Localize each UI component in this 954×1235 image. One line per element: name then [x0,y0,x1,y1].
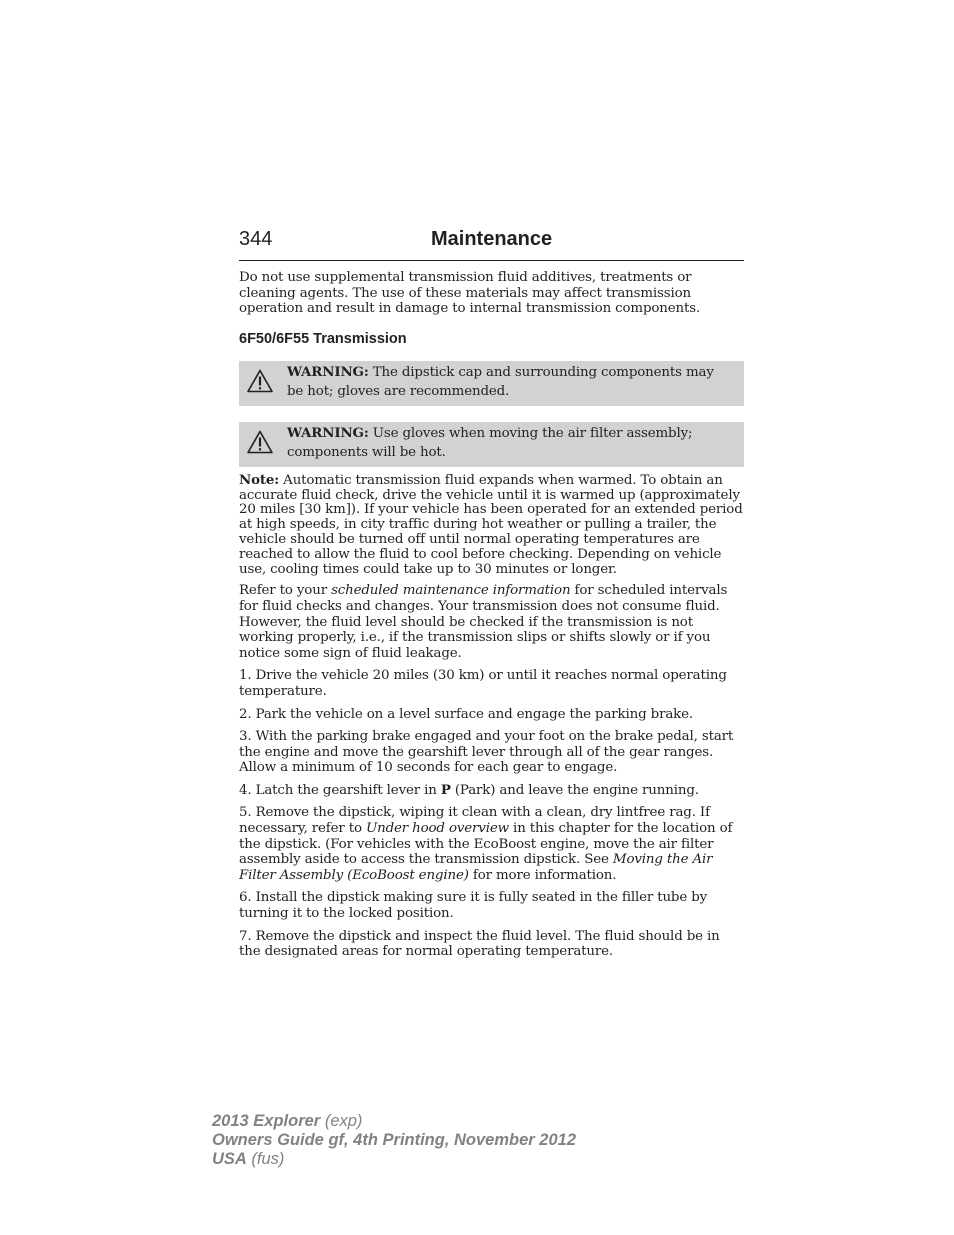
warning-text-1 [287,363,734,401]
step-7: 7. Remove the dipstick and inspect the fluid level. The fluid should be in the designated areas for normal operating temperature. [239,928,720,960]
warning-box-2 [239,422,744,467]
intro-paragraph: Do not use supplemental transmission fluid additives, treatments or cleaning agents. The use of these materials may affect transmission operation and result in damage to internal transmission components. [239,270,701,317]
refer-text: Refer to your [239,583,332,599]
warning-label: WARNING: [287,363,369,380]
refer-paragraph [239,583,744,661]
step-6: 6. Install the dipstick making sure it is fully seated in the filler tube by turning it to the locked position. [239,890,708,922]
step-text: 5. Remove the dipstick, wiping it clean with a clean, dry lintfree rag. If necessary, refer to [239,805,710,837]
warning-triangle-icon [247,430,273,454]
warning-box-1 [239,361,744,406]
warning-label: WARNING: [287,424,369,441]
step-text: (Park) and leave the engine running. [450,782,699,798]
warning-triangle-icon [247,369,273,393]
refer-text: for scheduled intervals for fluid checks and changes. Your transmission does not consume fluid. However, the fluid level should be checked if the transmission is not working properly, i.e., if the transmission slips or shifts slowly or if you notice some sign of fluid leakage. [239,583,728,661]
footer-model: 2013 Explorer [212,1112,321,1130]
step-2: 2. Park the vehicle on a level surface and engage the parking brake. [239,706,694,722]
step-4 [239,783,744,799]
page-footer [212,1112,576,1169]
scheduled-maintenance-reference: scheduled maintenance information [331,583,571,599]
air-filter-reference: Moving the Air Filter Assembly (EcoBoost engine) [239,852,713,883]
page-header [239,228,744,261]
step-1: 1. Drive the vehicle 20 miles (30 km) or until it reaches normal operating temperature. [239,668,727,699]
note-body: Automatic transmission fluid expands when warmed. To obtain an accurate fluid check, drive the vehicle until it is warmed up (approximately 20 miles [30 km]). If your vehicle has been operated for an extended period at high speeds, in city traffic during hot weather or pulling a trailer, the vehicle should be turned off until normal operating temperatures are reached to allow the fluid to cool before checking. Depending on vehicle use, cooling times could take up to 30 minutes or longer. [239,472,743,577]
warning-text-2 [287,424,734,462]
footer-line-1 [212,1112,576,1131]
step-5 [239,805,744,883]
under-hood-reference: Under hood overview [365,821,509,837]
warning-body: The dipstick cap and surrounding components may be hot; gloves are recommended. [287,364,714,399]
warning-body: Use gloves when moving the air filter assembly; components will be hot. [287,425,693,460]
step-text: in this chapter for the location of the dipstick. (For vehicles with the EcoBoost engine, move the air filter assembly aside to access the transmission dipstick. See [239,821,733,868]
page-number: 344 [239,228,273,250]
step-text: 4. Latch the gearshift lever in [239,782,441,798]
footer-market: USA [212,1150,247,1168]
section-title: Maintenance [431,228,553,250]
note-paragraph [239,473,744,578]
step-text: for more information. [468,867,617,883]
manual-page [239,228,744,960]
transmission-subheading: 6F50/6F55 Transmission [239,330,407,347]
step-3: 3. With the parking brake engaged and your foot on the brake pedal, start the engine and move the gearshift lever through all of the gear ranges. Allow a minimum of 10 seconds for each gear to engage. [239,729,734,776]
footer-line-2: Owners Guide gf, 4th Printing, November 2012 [212,1131,576,1149]
footer-model-code: (exp) [320,1112,363,1130]
note-label: Note: [239,471,280,488]
footer-line-3 [212,1150,576,1169]
footer-market-code: (fus) [246,1150,285,1168]
park-letter: P [440,781,451,798]
